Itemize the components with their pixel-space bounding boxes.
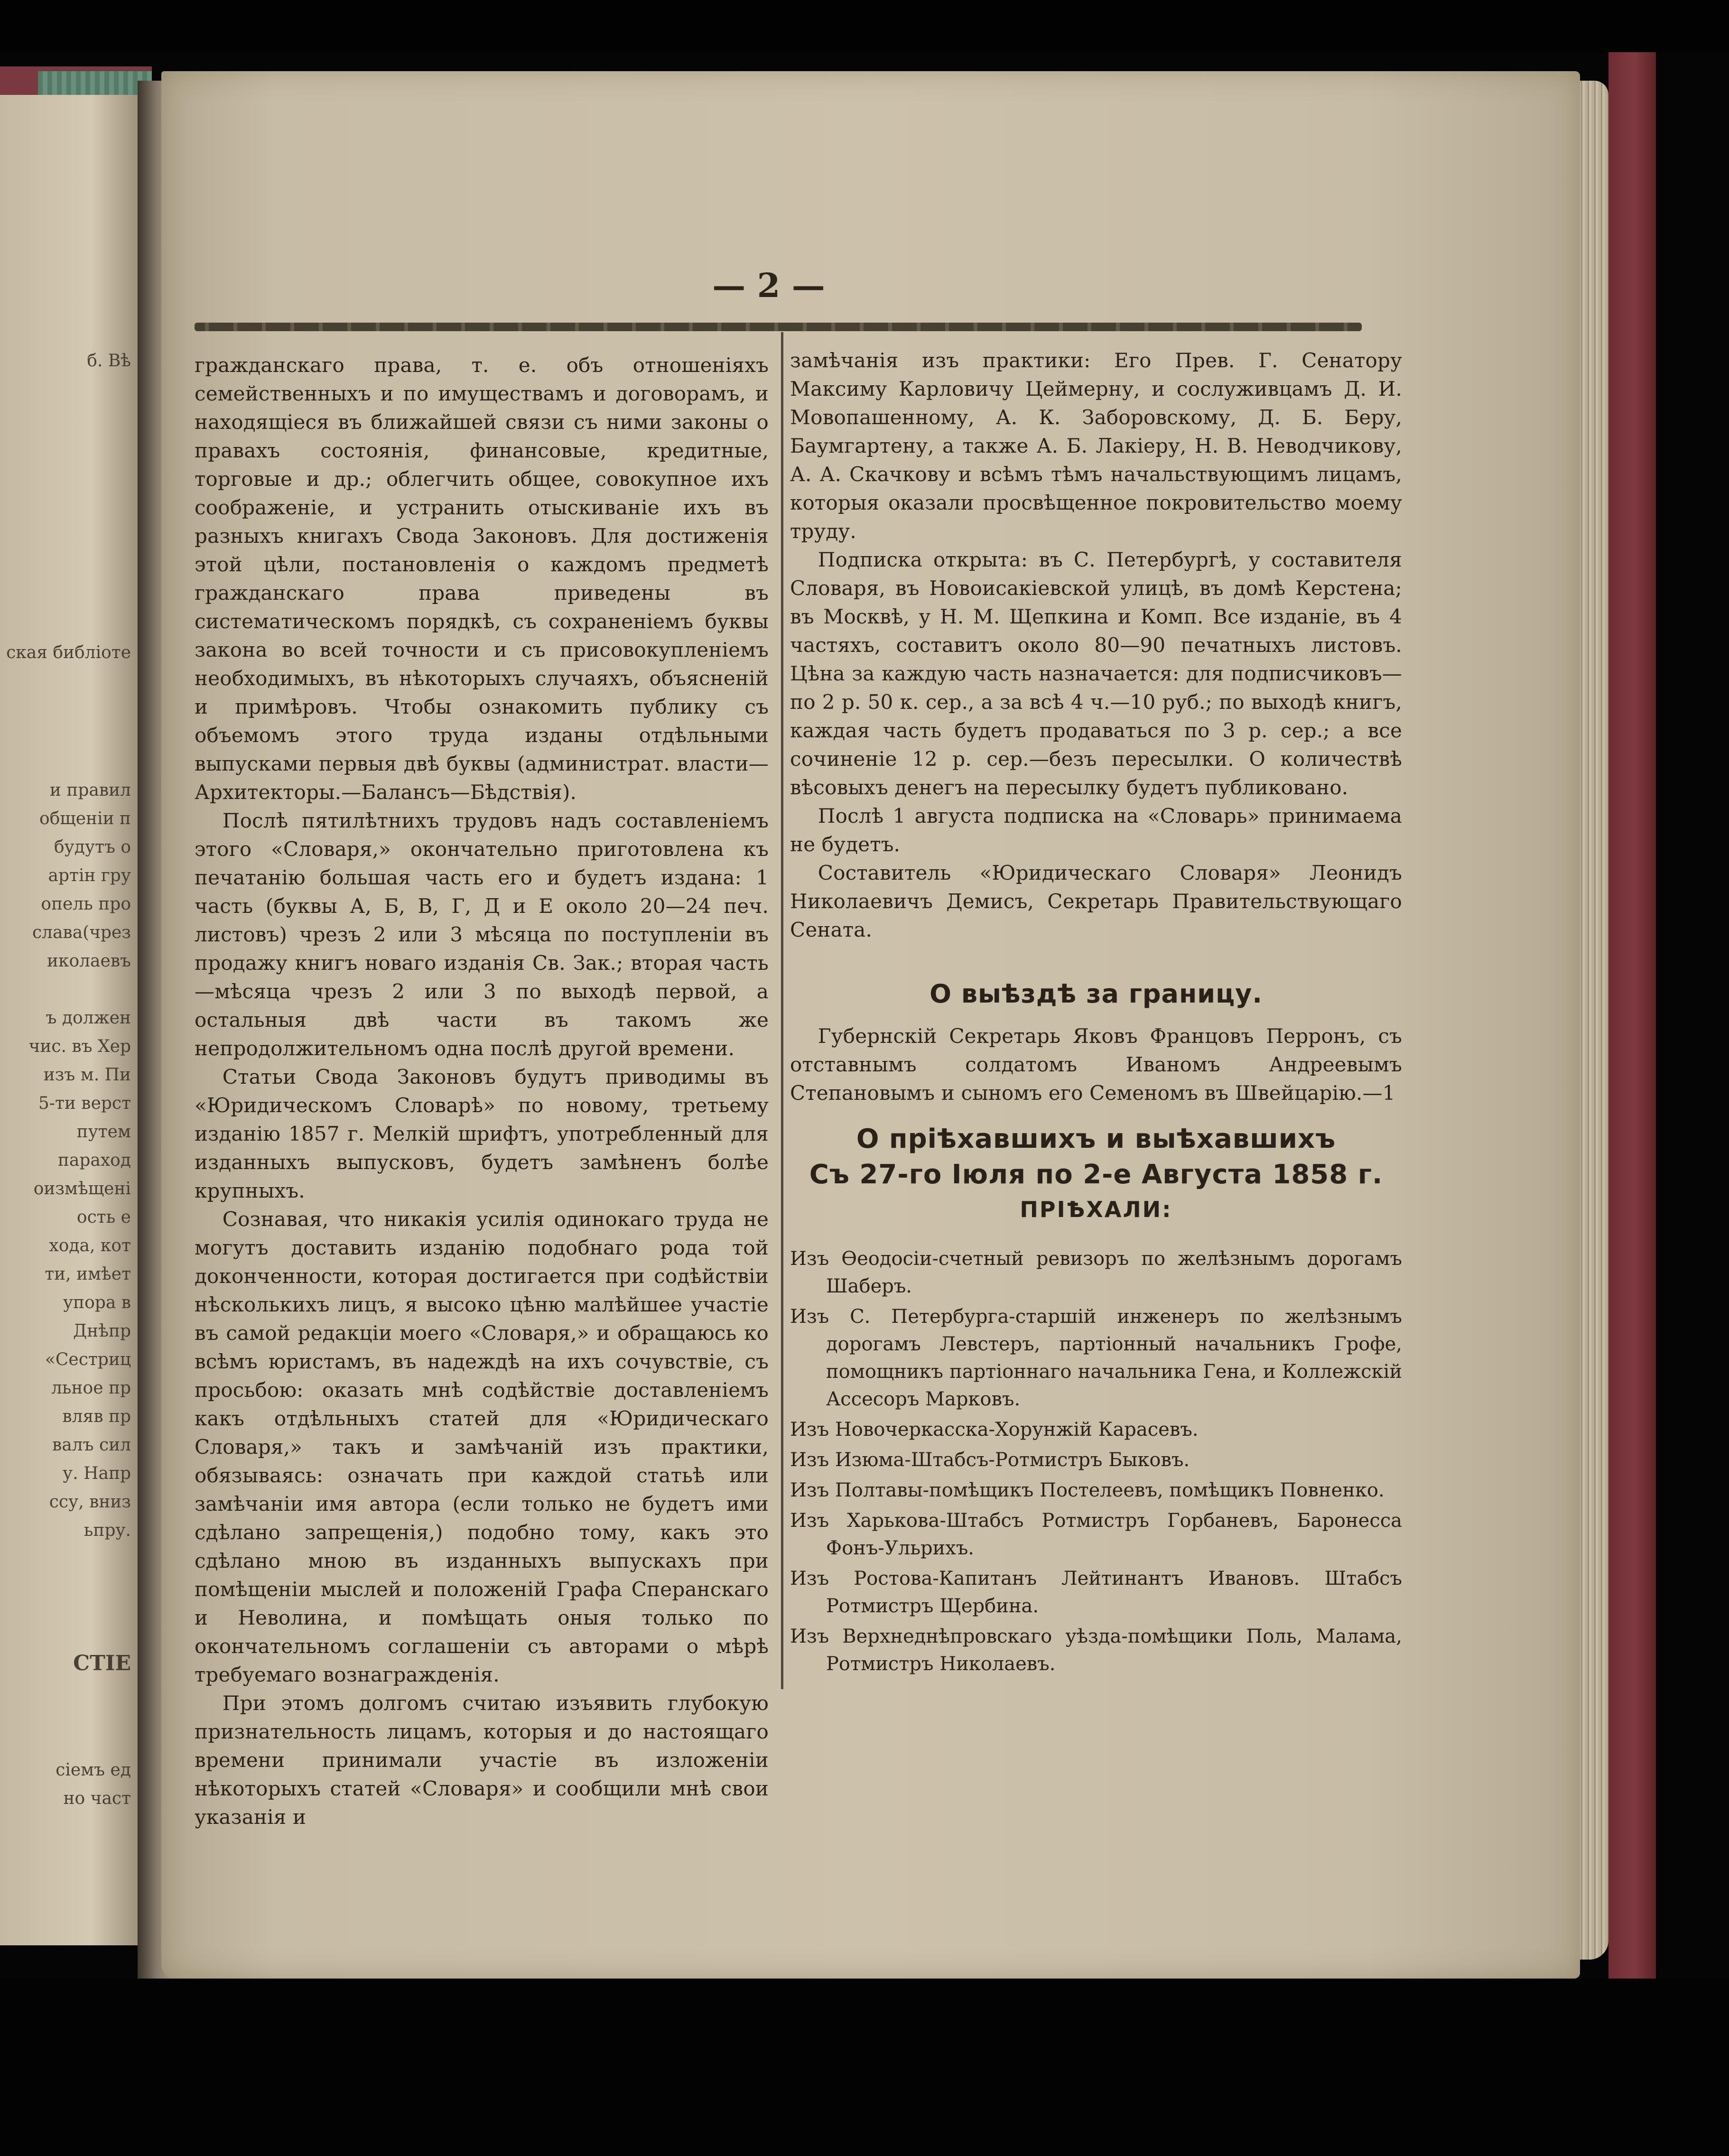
left-fragment: Днѣпр (73, 1321, 131, 1341)
left-fragment: общеніи п (39, 809, 131, 828)
left-fragment: путем (76, 1122, 131, 1142)
left-fragment: изъ м. Пи (43, 1065, 131, 1085)
arrived-subheading: ПРІѢХАЛИ: (1020, 1197, 1172, 1222)
arrival-entry: Изъ Полтавы-помѣщикъ Постелеевъ, помѣщикъ Повненко. (790, 1479, 1385, 1501)
left-fragment: ость е (76, 1208, 131, 1227)
left-column (195, 351, 769, 1831)
background-top (0, 0, 1729, 52)
left-fragment: чис. въ Хер (28, 1037, 131, 1056)
header-rule (195, 323, 1362, 331)
left-fragment: ъ должен (46, 1008, 131, 1028)
paragraph: Составитель «Юридическаго Словаря» Леонидъ Николаевичъ Демисъ, Секретарь Правительствующаго Сената. (790, 861, 1402, 941)
left-fragment: будутъ о (54, 837, 131, 857)
left-fragment: б. Вѣ (87, 351, 131, 371)
left-fragment: упора в (63, 1293, 131, 1312)
left-fragment: 5-ти верст (38, 1094, 131, 1113)
arrival-entry: Изъ Ростова-Капитанъ Лейтинантъ Ивановъ. Штабсъ Ротмистръ Щербина. (790, 1568, 1402, 1617)
left-fragment: иколаевъ (47, 951, 131, 971)
left-fragment: опель про (41, 894, 131, 914)
left-fragment: вляв пр (62, 1407, 131, 1426)
left-fragment: сіемъ ед (56, 1760, 131, 1780)
paragraph: замѣчанія изъ практики: Его Прев. Г. Сенатору Максиму Карловичу Цеймерну, и сослуживцамъ Д. И. Мовопашенному, А. К. Заборовскому, Д. Б. Беру, Баумгартену, а также А. Б. Лакіеру, Н. В. Неводчикову, А. А. Скачкову и всѣмъ тѣмъ начальствующимъ лицамъ, которыя оказали просвѣщенное покровительство моему труду. (790, 349, 1402, 543)
paragraph: гражданскаго права, т. е. объ отношеніяхъ семейственныхъ и по имуществамъ и договорамъ, и находящіеся въ ближайшей связи съ ними законы о правахъ состоянія, финансовые, кредитные, торговые и др.; облегчить общее, совокупное ихъ соображеніе, и устранить отыскиваніе ихъ въ разныхъ книгахъ Свода Законовъ. Для достиженія этой цѣли, постановленія о каждомъ предметѣ гражданскаго права приведены въ систематическомъ порядкѣ, съ сохраненіемъ буквы закона во всей точности и съ присовокупленіемъ необходимыхъ, въ нѣкоторыхъ случаяхъ, объясненій и примѣровъ. Чтобы ознакомить публику съ объемомъ этого труда изданы отдѣльными выпусками первыя двѣ буквы (администрат. власти—Архитекторы.—Балансъ—Бѣдствія). (195, 353, 769, 804)
arrival-entry: Изъ С. Петербурга-старшій инженеръ по желѣзнымъ дорогамъ Левстеръ, партіонный начальникъ Грофе, помощникъ партіоннаго начальника Гена, и Коллежскій Ассесоръ Марковъ. (790, 1306, 1402, 1410)
arrival-entry: Изъ Изюма-Штабсъ-Ротмистръ Быковъ. (790, 1449, 1190, 1471)
arrival-entry: Изъ Ѳеодосіи-счетный ревизоръ по желѣзнымъ дорогамъ Шаберъ. (790, 1248, 1402, 1297)
left-fragment: ьпру. (84, 1521, 131, 1540)
left-fragment: ская библіоте (6, 643, 131, 662)
section-heading-arrivals: О пріѣхавшихъ и выѣхавшихъ (856, 1124, 1336, 1154)
arrival-entry: Изъ Новочеркасска-Хорунжій Карасевъ. (790, 1419, 1199, 1440)
left-fragment: ти, имѣет (45, 1264, 131, 1284)
left-fragment: параход (57, 1151, 131, 1170)
left-fragment: артін гру (48, 866, 131, 885)
right-column (790, 346, 1402, 1681)
left-fragment: но част (63, 1789, 131, 1808)
left-fragment: льное пр (51, 1378, 131, 1398)
background-bottom (0, 1979, 1729, 2156)
binding-cloth-right (1608, 52, 1656, 1979)
left-fragment: валъ сил (52, 1435, 131, 1455)
arrival-entry: Изъ Харькова-Штабсъ Ротмистръ Горбаневъ, Баронесса Фонъ-Ульрихъ. (790, 1510, 1402, 1559)
paragraph: Сознавая, что никакія усилія одинокаго труда не могутъ доставить изданію подобнаго рода той доконченности, которая достигается при содѣйствіи нѣсколькихъ лицъ, я высоко цѣню малѣйшее участіе въ самой редакціи моего «Словаря,» и обращаюсь ко всѣмъ юристамъ, въ надеждѣ на ихъ сочувствіе, съ просьбою: оказать мнѣ содѣйствіе доставленіемъ какъ отдѣльныхъ статей для «Юридическаго Словаря,» такъ и замѣчаній изъ практики, обязываясь: означать при каждой статьѣ или замѣчаніи имя автора (если только не будетъ ими сдѣлано запрещенія,) подобно тому, какъ это сдѣлано мною въ изданныхъ выпускахъ при помѣщеніи мыслей и положеній Графа Сперанскаго и Неволина, и помѣщать оныя только по окончательномъ соглашеніи съ авторами о мѣрѣ требуемаго вознагражденія. (195, 1208, 769, 1686)
arrival-entry: Изъ Верхнеднѣпровскаго уѣзда-помѣщики Поль, Малама, Ротмистръ Николаевъ. (790, 1626, 1402, 1675)
paragraph: Послѣ 1 августа подписка на «Словарь» принимаема не будетъ. (790, 804, 1402, 856)
left-fragment: хода, кот (49, 1236, 131, 1255)
left-fragment: и правил (49, 781, 131, 800)
left-fragment: ссу, вниз (49, 1492, 131, 1512)
paragraph: Послѣ пятилѣтнихъ трудовъ надъ составленіемъ этого «Словаря,» окончательно приготовлена къ печатанію большая часть его и будетъ издана: 1 часть (буквы А, Б, В, Г, Д и Е около 20—24 печ. листовъ) чрезъ 2 или 3 мѣсяца по поступленіи въ продажу книгъ новаго изданія Св. Зак.; вторая часть—мѣсяца чрезъ 2 или 3 по выходѣ первой, а остальныя двѣ части въ такомъ же непродолжительномъ одна послѣ другой времени. (195, 809, 769, 1060)
left-fragment: у. Напр (63, 1464, 131, 1483)
paragraph: Статьи Свода Законовъ будутъ приводимы въ «Юридическомъ Словарѣ» по новому, третьему изданію 1857 г. Мелкій шрифтъ, употребленный для изданныхъ выпусковъ, будетъ замѣненъ болѣе крупныхъ. (195, 1065, 769, 1202)
column-divider (781, 332, 783, 1689)
paragraph: Подписка открыта: въ С. Петербургѣ, у составителя Словаря, въ Новоисакіевской улицѣ, въ домѣ Керстена; въ Москвѣ, у Н. М. Щепкина и Комп. Все изданіе, въ 4 частяхъ, составитъ около 80—90 печатныхъ листовъ. Цѣна за каждую часть назначается: для подписчиковъ—по 2 р. 50 к. сер., а за всѣ 4 ч.—10 руб.; по выходѣ книгъ, каждая часть будетъ продаваться по 3 р. сер.; а все сочиненіе 12 р. сер.—безъ пересылки. О количествѣ вѣсовыхъ денегъ на пересылку будетъ публиковано. (790, 548, 1402, 799)
left-fragment: оизмѣщені (33, 1179, 131, 1199)
left-fragment: «Сестриц (45, 1350, 131, 1369)
date-range-heading: Съ 27-го Іюля по 2-е Августа 1858 г. (809, 1159, 1383, 1190)
left-fragment: слава(чрез (32, 923, 131, 942)
left-fragment: СТІЕ (73, 1651, 131, 1675)
section-heading-travel: О выѣздѣ за границу. (930, 979, 1263, 1009)
page-number: — 2 — (712, 266, 825, 305)
paragraph: При этомъ долгомъ считаю изъявить глубокую признательность лицамъ, которыя и до настоящаго времени принимали участіе въ изложеніи нѣкоторыхъ статей «Словаря» и сообщили мнѣ свои указанія и (195, 1691, 769, 1829)
travel-notice: Губернскій Секретарь Яковъ Францовъ Перронъ, съ отставнымъ солдатомъ Иваномъ Андреевымъ Степановымъ и сыномъ его Семеномъ въ Швейцарію.—1 (790, 1024, 1402, 1105)
